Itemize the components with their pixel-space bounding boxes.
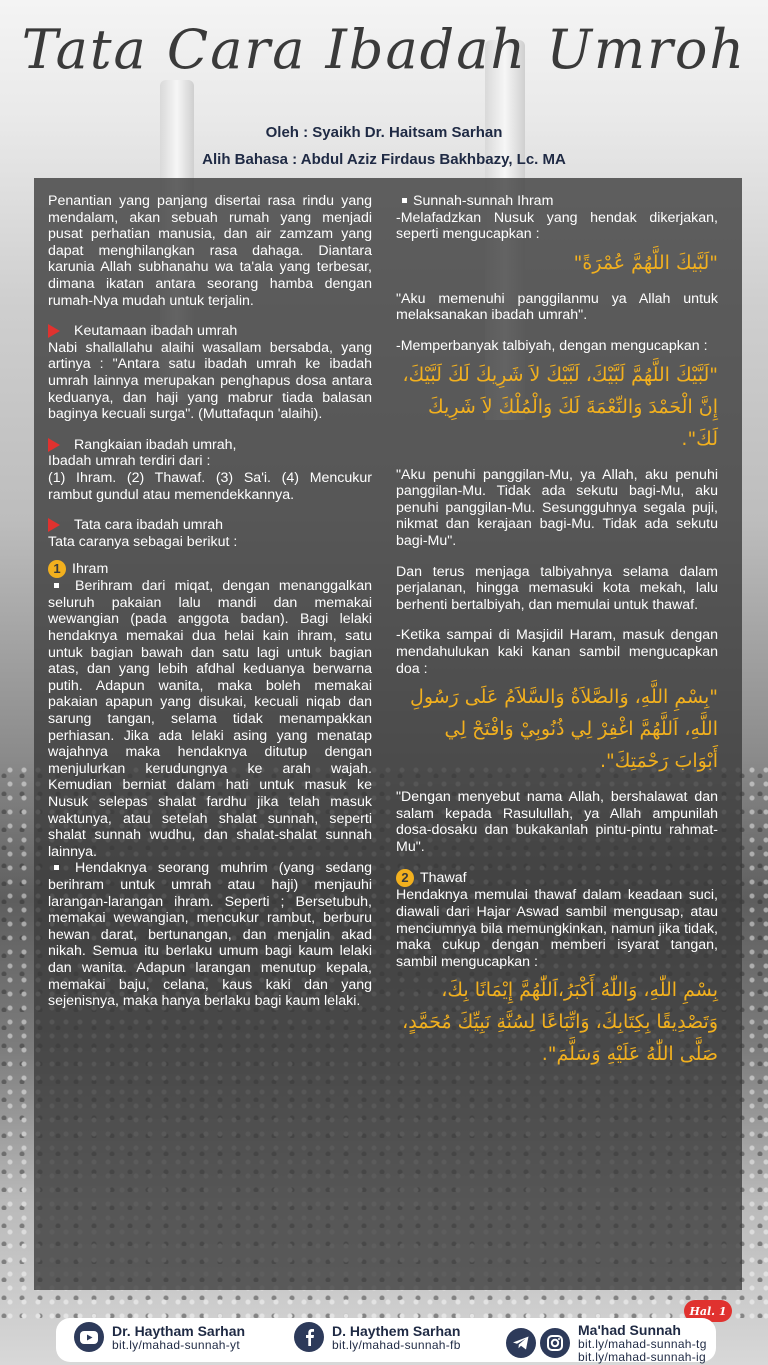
mahad-sunnah-link[interactable] <box>506 1322 707 1364</box>
keutamaan-paragraph: Nabi shallallahu alaihi wasallam bersabda, yang artinya : "Antara satu ibadah umrah ke ibadah umrah lainnya merupakan penghapus dosa antara keduanya, dan haji yang mabrur tiada balasan baginya kecuali surga". (Muttafaqun 'alaihi). <box>48 339 372 423</box>
page-title: Tata Cara Ibadah Umroh <box>21 18 747 81</box>
youtube-url: bit.ly/mahad-sunnah-yt <box>112 1337 240 1352</box>
facebook-link[interactable] <box>294 1322 461 1352</box>
section-heading-text: Tata cara ibadah umrah <box>74 517 224 534</box>
section-heading-tata-cara <box>48 517 372 534</box>
instagram-url: bit.ly/mahad-sunnah-ig <box>578 1350 707 1364</box>
section-heading-keutamaan <box>48 323 372 340</box>
instagram-icon <box>540 1328 570 1358</box>
right-column <box>396 193 718 1082</box>
mahad-sunnah-name: Ma'had Sunnah <box>578 1322 681 1338</box>
facebook-name: D. Haythem Sarhan <box>332 1322 461 1339</box>
translation-2: "Aku penuhi panggilan-Mu, ya Allah, aku penuhi panggilan-Mu. Tidak ada sekutu bagi-Mu, aku penuhi panggilan-Mu. Sesungguhnya segala puji, nikmat dan kerajaan bagi-Mu. Tidak ada sekutu bagi-Mu". <box>396 466 718 549</box>
youtube-name: Dr. Haytham Sarhan <box>112 1322 246 1339</box>
arabic-masjid-doa: "بِسْمِ اللَّهِ، وَالصَّلاَةُ وَالسَّلاَمُ عَلَى رَسُولِ اللَّهِ، اَللَّهُمَّ اغْفِرْ لِي ذُنُوبِيْ وَافْتَحْ لِي أَبْوَابَ رَحْمَتِكَ". <box>410 686 718 773</box>
step-number-badge: 1 <box>48 560 66 578</box>
arabic-thawaf-doa: بِسْمِ اللّٰهِ، وَاللّٰهُ أَكْبَرُ،اَللّٰهُمَّ إِيْمَانًا بِكَ، وَتَصْدِيقًا بِكِتَابِكَ، وَاتِّبَاعًا لِسُنَّةِ نَبِيِّكَ مُحَمَّدٍ، صَلَّى اللّٰهُ عَلَيْهِ وَسَلَّمَ". <box>402 979 718 1066</box>
arabic-labbaika-umrah: "لَبَّيكَ اللَّهُمَّ عُمْرَةً" <box>573 251 718 274</box>
page-number-badge: Hal. 1 <box>684 1300 732 1322</box>
sunnah-paragraph-1: -Melafadzkan Nusuk yang hendak dikerjakan, seperti mengucapkan : <box>396 209 718 243</box>
arrow-icon <box>48 518 60 532</box>
facebook-url: bit.ly/mahad-sunnah-fb <box>332 1337 461 1352</box>
arrow-icon <box>48 324 60 338</box>
section-heading-rangkaian <box>48 437 372 454</box>
arrow-icon <box>48 438 60 452</box>
telegram-url: bit.ly/mahad-sunnah-tg <box>578 1337 707 1351</box>
step-heading-text: Ihram <box>72 560 109 577</box>
facebook-icon <box>294 1322 324 1352</box>
arabic-talbiyah: "لَبَّيْكَ اللَّهُمَّ لَبَّيْكَ، لَبَّيْكَ لاَ شَرِيكَ لَكَ لَبَّيْكَ، إِنَّ الْحَمْدَ وَالنِّعْمَةَ لَكَ وَالْمُلْكَ لاَ شَرِيكَ لَكَ". <box>402 363 718 450</box>
sunnah-heading: Sunnah-sunnah Ihram <box>396 193 718 210</box>
step-heading-ihram <box>48 560 372 578</box>
bullet-icon <box>54 865 59 870</box>
rangkaian-intro: Ibadah umrah terdiri dari : <box>48 453 211 470</box>
thawaf-paragraph: Hendaknya memulai thawaf dalam keadaan suci, diawali dari Hajar Aswad sambil mengusap, atau menciumnya bila memungkinkan, namun jika tidak, maka cukup dengan memberi isyarat tangan, sambil mengucapkan : <box>396 887 718 970</box>
section-heading-text: Keutamaan ibadah umrah <box>74 323 238 340</box>
translation-1: "Aku memenuhi panggilanmu ya Allah untuk melaksanakan ibadah umrah". <box>396 290 718 324</box>
section-heading-text: Rangkaian ibadah umrah, <box>74 436 237 453</box>
telegram-icon <box>506 1328 536 1358</box>
sunnah-paragraph-2: -Memperbanyak talbiyah, dengan mengucapkan : <box>396 337 708 354</box>
bullet-icon <box>54 583 59 588</box>
ihram-paragraph-1: Berihram dari miqat, dengan menanggalkan seluruh pakaian lalu mandi dan memakai wewangian (pada anggota badan). Bagi lelaki hendaknya memakai dua helai kain ihram, satu untuk bagian bawah dan satu lagi untuk bagian atas, dan yang lebih afdhal keduanya berwarna putih. Adapun wanita, maka boleh memakai pakaian apapun yang disukai, kecuali niqab dan sarung tangan, selama tidak menampakkan perhiasan. Jika ada lelaki asing yang menatap wajahnya maka hendaknya ditutup dengan menjulurkan kerudungnya ke arah wajah. Kemudian berniat dalam hati untuk masuk ke Nusuk selepas shalat fardhu jika telah masuk waktunya, atau setelah shalat sunnah, seperti shalat sunnah wudhu, dan shalat-shalat sunnah lainnya. <box>48 578 372 860</box>
youtube-icon <box>74 1322 104 1352</box>
ihram-paragraph-2: Hendaknya seorang muhrim (yang sedang berihram untuk umrah atau haji) menjauhi larangan-larangan ihram. Seperti ; Bersetubuh, memakai wewangian, mencukur rambut, berburu hewan darat, bertunangan, dan menjalin akad nikah. Semua itu berlaku umum bagi kaum lelaki dan wanita. Adapun larangan menutup kepala, memakai baju, celana, kaus kaki dan yang sejenisnya, maka hanya berlaku bagi kaum lelaki. <box>48 860 372 1010</box>
masjid-entry-paragraph: -Ketika sampai di Masjidil Haram, masuk dengan mendahulukan kaki kanan sambil mengucapkan doa : <box>396 627 718 677</box>
step-heading-thawaf <box>396 869 718 887</box>
translation-3: "Dengan menyebut nama Allah, bershalawat dan salam kepada Rasulullah, ya Allah ampunilah dosa-dosaku dan bukakanlah pintu-pintu rahmat-Mu". <box>396 789 718 855</box>
bullet-icon <box>402 198 407 203</box>
step-heading-text: Thawaf <box>420 870 467 887</box>
translator-line: Alih Bahasa : Abdul Aziz Firdaus Bakhbazy, Lc. MA <box>202 151 566 168</box>
rangkaian-paragraph: (1) Ihram. (2) Thawaf. (3) Sa'i. (4) Mencukur rambut gundul atau memendekkannya. <box>48 469 372 503</box>
talbiyah-continue-paragraph: Dan terus menjaga talbiyahnya selama dalam perjalanan, hingga memasuki kota mekah, lalu berhenti bertalbiyah, dan memulai untuk thawaf. <box>396 563 718 613</box>
author-line: Oleh : Syaikh Dr. Haitsam Sarhan <box>265 124 503 141</box>
youtube-link[interactable] <box>74 1322 245 1352</box>
step-number-badge: 2 <box>396 869 414 887</box>
tata-cara-intro: Tata caranya sebagai berikut : <box>48 533 238 550</box>
intro-paragraph: Penantian yang panjang disertai rasa rindu yang mendalam, akan sebuah rumah yang menjadi pusat perhatian manusia, dan air zamzam yang dapat menghilangkan rasa dahaga. Diantara karunia Allah subhanahu wa ta'ala yang terbesar, dimana ikatan antara seorang hamba dengan rumah-Nya mudah untuk terjalin. <box>48 193 372 309</box>
left-column <box>48 193 372 1024</box>
